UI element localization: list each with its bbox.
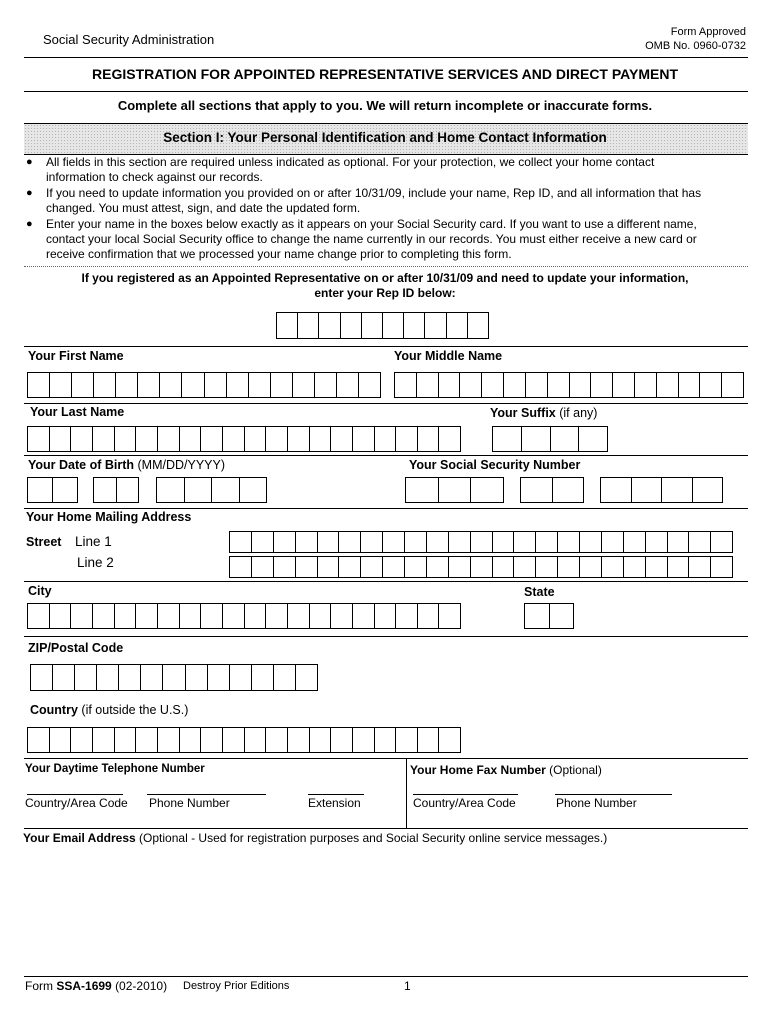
char-box[interactable] bbox=[158, 604, 180, 628]
instruction: Complete all sections that apply to you. We will return incomplete or inaccurate forms. bbox=[117, 98, 653, 113]
dotted-divider bbox=[24, 266, 748, 267]
char-box[interactable] bbox=[157, 478, 185, 502]
char-box[interactable] bbox=[93, 604, 115, 628]
char-box[interactable] bbox=[138, 373, 160, 397]
section-heading: Section I: Your Personal Identification and Home Contact Information bbox=[163, 130, 607, 145]
char-box[interactable] bbox=[591, 373, 613, 397]
divider bbox=[24, 581, 748, 582]
char-box[interactable] bbox=[277, 313, 298, 338]
char-box[interactable] bbox=[482, 373, 504, 397]
char-box[interactable] bbox=[359, 373, 380, 397]
char-box[interactable] bbox=[668, 557, 690, 577]
home-address-label: Your Home Mailing Address bbox=[26, 510, 192, 524]
page-number: 1 bbox=[404, 979, 411, 993]
phone-number-label: Phone Number bbox=[149, 796, 230, 810]
char-box[interactable] bbox=[383, 313, 404, 338]
char-box[interactable] bbox=[439, 427, 460, 451]
footer-rule bbox=[24, 976, 748, 977]
ssn-label: Your Social Security Number bbox=[409, 458, 581, 472]
char-box[interactable] bbox=[601, 478, 632, 502]
char-box[interactable] bbox=[28, 478, 53, 502]
country-label-group bbox=[30, 704, 188, 717]
char-box[interactable] bbox=[318, 532, 340, 552]
phone-fax-divider bbox=[406, 758, 407, 828]
home-fax-note: (Optional) bbox=[549, 763, 602, 777]
char-box[interactable] bbox=[230, 665, 252, 690]
char-box[interactable] bbox=[318, 557, 340, 577]
divider bbox=[24, 455, 748, 456]
char-box[interactable] bbox=[493, 557, 515, 577]
char-box[interactable] bbox=[252, 532, 274, 552]
char-box[interactable] bbox=[689, 532, 711, 552]
bullet-icon: ● bbox=[26, 156, 33, 168]
char-box[interactable] bbox=[493, 532, 515, 552]
char-box[interactable] bbox=[580, 532, 602, 552]
char-box[interactable] bbox=[227, 373, 249, 397]
char-box[interactable] bbox=[657, 373, 679, 397]
char-box[interactable] bbox=[337, 373, 359, 397]
char-box[interactable] bbox=[315, 373, 337, 397]
char-box[interactable] bbox=[375, 604, 397, 628]
footer-form-prefix: Form bbox=[25, 979, 53, 993]
char-box[interactable] bbox=[201, 604, 223, 628]
dob-year-input[interactable] bbox=[156, 477, 267, 503]
char-box[interactable] bbox=[602, 557, 624, 577]
bullet-2-line-1: If you need to update information you provided on or after 10/31/09, include your name, Rep ID, and all information that has bbox=[46, 186, 702, 200]
char-box[interactable] bbox=[722, 373, 743, 397]
char-box[interactable] bbox=[526, 373, 548, 397]
char-box[interactable] bbox=[548, 373, 570, 397]
char-box[interactable] bbox=[339, 532, 361, 552]
suffix-input[interactable] bbox=[492, 426, 608, 452]
char-box[interactable] bbox=[252, 665, 274, 690]
char-box[interactable] bbox=[460, 373, 482, 397]
char-box[interactable] bbox=[266, 427, 288, 451]
char-box[interactable] bbox=[245, 728, 267, 752]
email-input[interactable] bbox=[24, 850, 748, 968]
char-box[interactable] bbox=[266, 604, 288, 628]
char-box[interactable] bbox=[266, 728, 288, 752]
ssn-part2-input[interactable] bbox=[520, 477, 584, 503]
fax-country-area-code-label: Country/Area Code bbox=[413, 796, 516, 810]
divider bbox=[24, 828, 748, 829]
daytime-phone-label: Your Daytime Telephone Number bbox=[25, 763, 205, 775]
bullet-1-line-2: information to check against our records. bbox=[46, 170, 263, 184]
char-box[interactable] bbox=[331, 728, 353, 752]
dob-month-input[interactable] bbox=[27, 477, 78, 503]
line2-label: Line 2 bbox=[77, 555, 114, 570]
char-box[interactable] bbox=[245, 604, 267, 628]
char-box[interactable] bbox=[536, 532, 558, 552]
divider bbox=[24, 758, 748, 759]
char-box[interactable] bbox=[417, 373, 439, 397]
home-fax-label: Your Home Fax Number bbox=[410, 763, 546, 777]
divider bbox=[24, 346, 748, 347]
char-box[interactable] bbox=[50, 728, 72, 752]
char-box[interactable] bbox=[97, 665, 119, 690]
char-box[interactable] bbox=[115, 728, 137, 752]
fax-phone-number-input[interactable] bbox=[555, 794, 672, 795]
char-box[interactable] bbox=[223, 427, 245, 451]
char-box[interactable] bbox=[319, 313, 340, 338]
country-note: (if outside the U.S.) bbox=[81, 703, 189, 717]
char-box[interactable] bbox=[668, 532, 690, 552]
char-box[interactable] bbox=[521, 478, 553, 502]
char-box[interactable] bbox=[579, 427, 607, 451]
char-box[interactable] bbox=[331, 604, 353, 628]
char-box[interactable] bbox=[361, 557, 383, 577]
char-box[interactable] bbox=[449, 532, 471, 552]
char-box[interactable] bbox=[93, 728, 115, 752]
char-box[interactable] bbox=[405, 557, 427, 577]
char-box[interactable] bbox=[293, 373, 315, 397]
char-box[interactable] bbox=[160, 373, 182, 397]
char-box[interactable] bbox=[117, 478, 139, 502]
char-box[interactable] bbox=[558, 532, 580, 552]
char-box[interactable] bbox=[395, 373, 417, 397]
footer-destroy: Destroy Prior Editions bbox=[183, 980, 290, 992]
char-box[interactable] bbox=[471, 478, 503, 502]
char-box[interactable] bbox=[274, 665, 296, 690]
char-box[interactable] bbox=[679, 373, 701, 397]
dob-day-input[interactable] bbox=[93, 477, 139, 503]
char-box[interactable] bbox=[71, 604, 93, 628]
last-name-input[interactable] bbox=[27, 426, 461, 452]
state-label: State bbox=[524, 585, 555, 599]
char-box[interactable] bbox=[439, 373, 461, 397]
char-box[interactable] bbox=[353, 728, 375, 752]
char-box[interactable] bbox=[418, 427, 440, 451]
char-box[interactable] bbox=[71, 728, 93, 752]
char-box[interactable] bbox=[31, 665, 53, 690]
char-box[interactable] bbox=[646, 557, 668, 577]
char-box[interactable] bbox=[711, 532, 732, 552]
first-name-label: Your First Name bbox=[28, 349, 124, 363]
char-box[interactable] bbox=[439, 728, 460, 752]
char-box[interactable] bbox=[449, 557, 471, 577]
char-box[interactable] bbox=[223, 604, 245, 628]
street-label: Street bbox=[26, 535, 62, 549]
char-box[interactable] bbox=[405, 532, 427, 552]
char-box[interactable] bbox=[418, 604, 440, 628]
char-box[interactable] bbox=[341, 313, 362, 338]
char-box[interactable] bbox=[28, 427, 50, 451]
city-input[interactable] bbox=[27, 603, 461, 629]
char-box[interactable] bbox=[570, 373, 592, 397]
char-box[interactable] bbox=[230, 557, 252, 577]
char-box[interactable] bbox=[361, 532, 383, 552]
email-label-group bbox=[23, 832, 607, 844]
char-box[interactable] bbox=[230, 532, 252, 552]
char-box[interactable] bbox=[115, 604, 137, 628]
char-box[interactable] bbox=[94, 478, 117, 502]
char-box[interactable] bbox=[418, 728, 440, 752]
char-box[interactable] bbox=[447, 313, 468, 338]
char-box[interactable] bbox=[288, 604, 310, 628]
char-box[interactable] bbox=[28, 728, 50, 752]
dob-label: Your Date of Birth bbox=[28, 458, 135, 472]
char-box[interactable] bbox=[536, 557, 558, 577]
country-label: Country bbox=[30, 703, 78, 717]
fax-phone-number-label: Phone Number bbox=[556, 796, 637, 810]
char-box[interactable] bbox=[558, 557, 580, 577]
char-box[interactable] bbox=[50, 427, 72, 451]
char-box[interactable] bbox=[180, 427, 202, 451]
middle-name-input[interactable] bbox=[394, 372, 744, 398]
char-box[interactable] bbox=[396, 427, 418, 451]
form-title: REGISTRATION FOR APPOINTED REPRESENTATIVE SERVICES AND DIRECT PAYMENT bbox=[92, 66, 678, 82]
last-name-label: Your Last Name bbox=[30, 405, 125, 419]
country-input[interactable] bbox=[27, 727, 461, 753]
char-box[interactable] bbox=[522, 427, 551, 451]
char-box[interactable] bbox=[383, 557, 405, 577]
char-box[interactable] bbox=[136, 728, 158, 752]
suffix-label: Your Suffix bbox=[490, 406, 556, 420]
char-box[interactable] bbox=[240, 478, 267, 502]
title-rule bbox=[24, 91, 748, 92]
rep-id-input[interactable] bbox=[276, 312, 489, 339]
dob-format: (MM/DD/YYYY) bbox=[137, 458, 226, 472]
char-box[interactable] bbox=[288, 427, 310, 451]
char-box[interactable] bbox=[136, 604, 158, 628]
suffix-label-group bbox=[490, 407, 597, 420]
phone-country-area-code-input[interactable] bbox=[27, 794, 123, 795]
char-box[interactable] bbox=[71, 427, 93, 451]
char-box[interactable] bbox=[186, 665, 208, 690]
first-name-input[interactable] bbox=[27, 372, 381, 398]
char-box[interactable] bbox=[212, 478, 240, 502]
divider bbox=[24, 508, 748, 509]
char-box[interactable] bbox=[339, 557, 361, 577]
char-box[interactable] bbox=[550, 604, 574, 628]
phone-number-input[interactable] bbox=[147, 794, 266, 795]
char-box[interactable] bbox=[353, 604, 375, 628]
char-box[interactable] bbox=[296, 665, 317, 690]
char-box[interactable] bbox=[182, 373, 204, 397]
char-box[interactable] bbox=[298, 313, 319, 338]
char-box[interactable] bbox=[375, 427, 397, 451]
char-box[interactable] bbox=[553, 478, 584, 502]
char-box[interactable] bbox=[208, 665, 230, 690]
extension-label: Extension bbox=[308, 796, 361, 810]
char-box[interactable] bbox=[471, 532, 493, 552]
char-box[interactable] bbox=[310, 728, 332, 752]
char-box[interactable] bbox=[504, 373, 526, 397]
char-box[interactable] bbox=[646, 532, 668, 552]
char-box[interactable] bbox=[53, 478, 77, 502]
char-box[interactable] bbox=[353, 427, 375, 451]
zip-label: ZIP/Postal Code bbox=[28, 641, 124, 655]
char-box[interactable] bbox=[427, 532, 449, 552]
char-box[interactable] bbox=[635, 373, 657, 397]
char-box[interactable] bbox=[249, 373, 271, 397]
char-box[interactable] bbox=[580, 557, 602, 577]
char-box[interactable] bbox=[274, 532, 296, 552]
char-box[interactable] bbox=[245, 427, 267, 451]
char-box[interactable] bbox=[75, 665, 97, 690]
char-box[interactable] bbox=[662, 478, 693, 502]
middle-name-label: Your Middle Name bbox=[394, 349, 503, 363]
char-box[interactable] bbox=[136, 427, 158, 451]
form-approved: Form Approved bbox=[670, 26, 746, 38]
phone-extension-input[interactable] bbox=[308, 794, 364, 795]
char-box[interactable] bbox=[693, 478, 723, 502]
char-box[interactable] bbox=[141, 665, 163, 690]
char-box[interactable] bbox=[362, 313, 383, 338]
char-box[interactable] bbox=[252, 557, 274, 577]
header-rule bbox=[24, 57, 748, 58]
char-box[interactable] bbox=[119, 665, 141, 690]
char-box[interactable] bbox=[115, 427, 137, 451]
char-box[interactable] bbox=[493, 427, 522, 451]
street-line1-input[interactable] bbox=[229, 531, 733, 553]
char-box[interactable] bbox=[296, 557, 318, 577]
char-box[interactable] bbox=[689, 557, 711, 577]
char-box[interactable] bbox=[406, 478, 439, 502]
char-box[interactable] bbox=[180, 728, 202, 752]
bullet-icon: ● bbox=[26, 218, 33, 230]
char-box[interactable] bbox=[700, 373, 722, 397]
footer-form-number: SSA-1699 bbox=[56, 979, 112, 993]
char-box[interactable] bbox=[93, 427, 115, 451]
agency-name: Social Security Administration bbox=[43, 32, 215, 47]
street-line2-input[interactable] bbox=[229, 556, 733, 578]
bullet-icon: ● bbox=[26, 187, 33, 199]
char-box[interactable] bbox=[310, 427, 332, 451]
email-note: (Optional - Used for registration purposes and Social Security online service messages.) bbox=[139, 831, 608, 845]
email-label: Your Email Address bbox=[23, 831, 136, 845]
char-box[interactable] bbox=[514, 557, 536, 577]
char-box[interactable] bbox=[624, 557, 646, 577]
suffix-note: (if any) bbox=[559, 406, 598, 420]
char-box[interactable] bbox=[396, 604, 418, 628]
char-box[interactable] bbox=[53, 665, 75, 690]
char-box[interactable] bbox=[94, 373, 116, 397]
char-box[interactable] bbox=[439, 478, 472, 502]
bullet-1-line-1: All fields in this section are required unless indicated as optional. For your protection, we collect your home contact bbox=[46, 155, 655, 169]
char-box[interactable] bbox=[514, 532, 536, 552]
state-input[interactable] bbox=[524, 603, 574, 629]
char-box[interactable] bbox=[288, 728, 310, 752]
char-box[interactable] bbox=[468, 313, 488, 338]
char-box[interactable] bbox=[383, 532, 405, 552]
char-box[interactable] bbox=[50, 373, 72, 397]
zip-input[interactable] bbox=[30, 664, 318, 691]
char-box[interactable] bbox=[624, 532, 646, 552]
char-box[interactable] bbox=[205, 373, 227, 397]
dob-label-group bbox=[28, 459, 225, 472]
char-box[interactable] bbox=[375, 728, 397, 752]
char-box[interactable] bbox=[525, 604, 550, 628]
home-fax-label-group bbox=[410, 764, 602, 776]
bullet-3-line-3: receive confirmation that we processed your name change prior to completing this form. bbox=[46, 247, 512, 261]
ssn-part3-input[interactable] bbox=[600, 477, 723, 503]
divider bbox=[24, 636, 748, 637]
char-box[interactable] bbox=[396, 728, 418, 752]
char-box[interactable] bbox=[28, 373, 50, 397]
divider bbox=[24, 403, 748, 404]
phone-country-area-code-label: Country/Area Code bbox=[25, 796, 128, 810]
char-box[interactable] bbox=[711, 557, 732, 577]
footer-form-id bbox=[25, 980, 167, 992]
char-box[interactable] bbox=[158, 427, 180, 451]
char-box[interactable] bbox=[427, 557, 449, 577]
char-box[interactable] bbox=[602, 532, 624, 552]
char-box[interactable] bbox=[551, 427, 580, 451]
char-box[interactable] bbox=[331, 427, 353, 451]
line1-label: Line 1 bbox=[75, 534, 112, 549]
char-box[interactable] bbox=[180, 604, 202, 628]
char-box[interactable] bbox=[632, 478, 663, 502]
char-box[interactable] bbox=[223, 728, 245, 752]
char-box[interactable] bbox=[471, 557, 493, 577]
city-label: City bbox=[28, 584, 52, 598]
footer-revision: (02-2010) bbox=[115, 979, 168, 993]
char-box[interactable] bbox=[72, 373, 94, 397]
bullet-2-line-2: changed. You must attest, sign, and date the updated form. bbox=[46, 201, 361, 215]
fax-country-area-code-input[interactable] bbox=[413, 794, 518, 795]
char-box[interactable] bbox=[116, 373, 138, 397]
char-box[interactable] bbox=[158, 728, 180, 752]
char-box[interactable] bbox=[201, 728, 223, 752]
char-box[interactable] bbox=[185, 478, 213, 502]
char-box[interactable] bbox=[296, 532, 318, 552]
omb-number: OMB No. 0960-0732 bbox=[645, 40, 746, 52]
char-box[interactable] bbox=[163, 665, 185, 690]
rep-id-note-2: enter your Rep ID below: bbox=[314, 286, 456, 300]
rep-id-note-1: If you registered as an Appointed Representative on or after 10/31/09 and need to update your information, bbox=[81, 271, 689, 285]
char-box[interactable] bbox=[613, 373, 635, 397]
char-box[interactable] bbox=[404, 313, 425, 338]
char-box[interactable] bbox=[274, 557, 296, 577]
char-box[interactable] bbox=[425, 313, 446, 338]
char-box[interactable] bbox=[271, 373, 293, 397]
char-box[interactable] bbox=[28, 604, 50, 628]
char-box[interactable] bbox=[439, 604, 460, 628]
ssn-part1-input[interactable] bbox=[405, 477, 504, 503]
bullet-3-line-2: contact your local Social Security office to change the name currently in our records. You must either receive a new card or bbox=[46, 232, 697, 246]
char-box[interactable] bbox=[310, 604, 332, 628]
bullet-3-line-1: Enter your name in the boxes below exactly as it appears on your Social Security card. If you want to use a different name, bbox=[46, 217, 697, 231]
char-box[interactable] bbox=[50, 604, 72, 628]
char-box[interactable] bbox=[201, 427, 223, 451]
